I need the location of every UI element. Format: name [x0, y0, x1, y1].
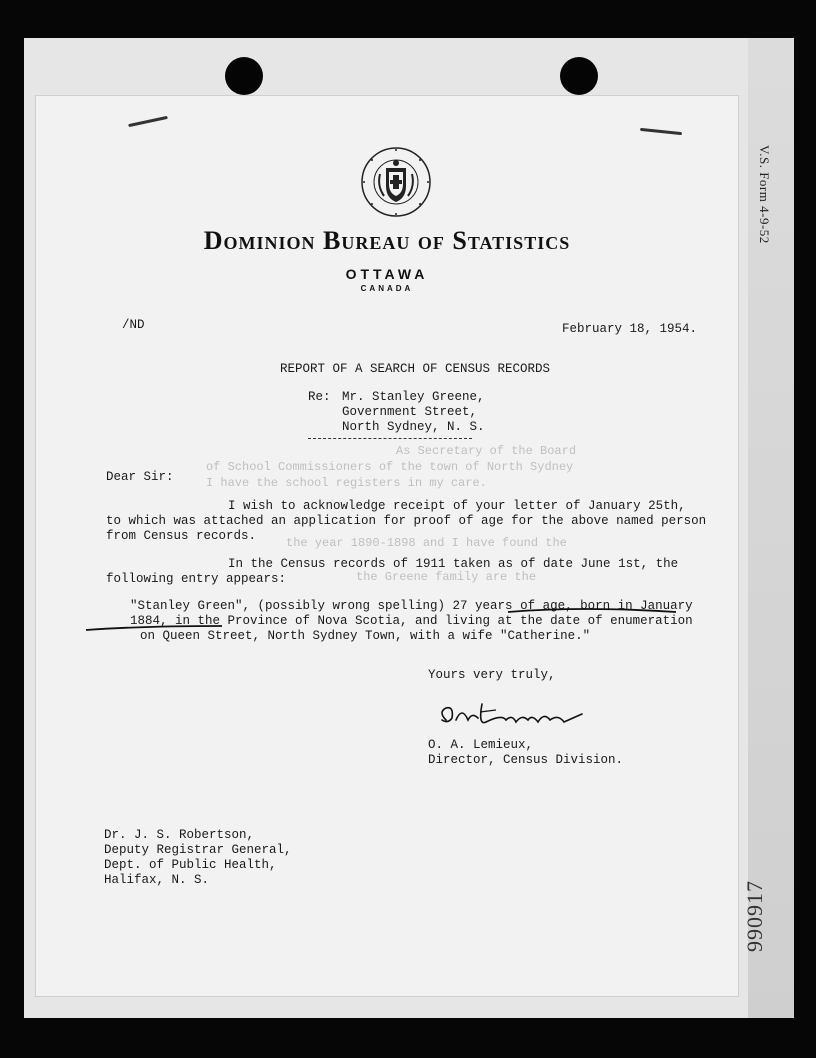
paragraph-line: to which was attached an application for proof of age for the above named person	[106, 514, 707, 528]
department-seal-icon	[360, 146, 432, 218]
bleed-through-line: the year 1890-1898 and I have found the	[286, 536, 567, 550]
re-label: Re:	[308, 390, 331, 404]
recipient-line: Dr. J. S. Robertson,	[104, 828, 255, 842]
census-entry-line: on Queen Street, North Sydney Town, with a wife "Catherine."	[140, 629, 591, 643]
bleed-through-line: As Secretary of the Board	[396, 444, 577, 458]
letter-sheet	[36, 96, 738, 996]
signer-title: Director, Census Division.	[428, 753, 624, 767]
re-line: Government Street,	[342, 405, 478, 419]
re-underline	[308, 438, 472, 439]
salutation: Dear Sir:	[106, 470, 174, 484]
punch-hole-right	[560, 57, 598, 95]
signer-name: O. A. Lemieux,	[428, 738, 534, 752]
file-number: 990917	[742, 880, 767, 952]
census-entry-line: "Stanley Green", (possibly wrong spelling) 27 years of age, born in January	[130, 599, 693, 613]
bleed-through-line: I have the school registers in my care.	[206, 476, 487, 490]
pen-underline-mark	[82, 600, 682, 634]
letter-date: February 18, 1954.	[562, 322, 698, 336]
form-number: V.S. Form 4-9-52	[757, 145, 772, 244]
recipient-line: Deputy Registrar General,	[104, 843, 292, 857]
punch-hole-left	[225, 57, 263, 95]
organization-city: OTTAWA	[345, 266, 429, 282]
paragraph-line: from Census records.	[106, 529, 257, 543]
organization-name: Dominion Bureau of Statistics	[203, 226, 571, 255]
staple-right	[640, 128, 682, 135]
closing: Yours very truly,	[428, 668, 556, 682]
re-line: Mr. Stanley Greene,	[342, 390, 485, 404]
paragraph-line: I wish to acknowledge receipt of your letter of January 25th,	[228, 499, 686, 513]
recipient-line: Dept. of Public Health,	[104, 858, 277, 872]
staple-left	[128, 116, 168, 127]
report-subject: REPORT OF A SEARCH OF CENSUS RECORDS	[280, 362, 551, 376]
re-line: North Sydney, N. S.	[342, 420, 485, 434]
census-entry-line: 1884, in the Province of Nova Scotia, and living at the date of enumeration	[130, 614, 693, 628]
paragraph-line: In the Census records of 1911 taken as of date June 1st, the	[228, 557, 679, 571]
recipient-line: Halifax, N. S.	[104, 873, 210, 887]
paragraph-line: following entry appears:	[106, 572, 287, 586]
reference-code: /ND	[122, 318, 145, 332]
organization-country: CANADA	[360, 284, 414, 293]
bleed-through-line: of School Commissioners of the town of North Sydney	[206, 460, 574, 474]
signature-icon	[432, 692, 592, 742]
bleed-through-line: the Greene family are the	[356, 570, 537, 584]
